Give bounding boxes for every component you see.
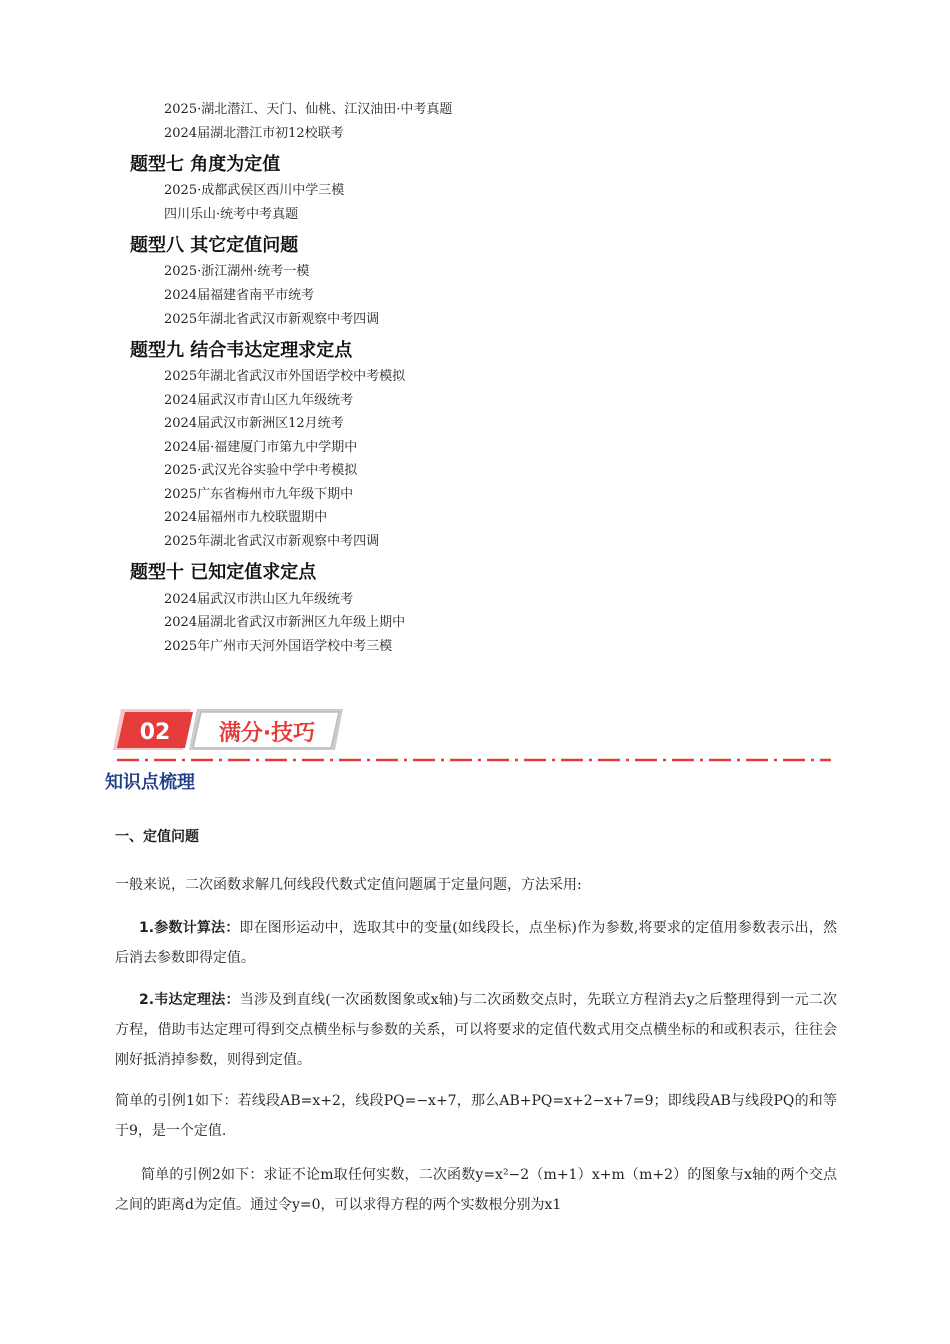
method-1-paragraph [115, 913, 837, 973]
toc-item: 2024届武汉市洪山区九年级统考 [164, 592, 354, 607]
intro-paragraph: 一般来说，二次函数求解几何线段代数式定值问题属于定量问题，方法采用: [115, 877, 582, 893]
toc-item: 2024届福州市九校联盟期中 [164, 510, 328, 525]
toc-item: 2025·浙江湖州·统考一模 [164, 264, 310, 279]
method-2-label: 2.韦达定理法： [139, 992, 240, 1008]
example-1-paragraph: 简单的引例1如下：若线段AB=x+2，线段PQ=−x+7，那么AB+PQ=x+2−x+7=9；即线段AB与线段PQ的和等于9，是一个定值. [115, 1093, 837, 1139]
toc-item: 2025·湖北潜江、天门、仙桃、江汉油田·中考真题 [164, 102, 453, 117]
toc-item: 2025年湖北省武汉市新观察中考四调 [164, 312, 380, 327]
toc-item: 2024届·福建厦门市第九中学期中 [164, 440, 358, 455]
toc-item: 2024届湖北潜江市初12校联考 [164, 126, 344, 141]
banner-graphic [113, 706, 833, 764]
method-1-text: 即在图形运动中，选取其中的变量(如线段长，点坐标)作为参数,将要求的定值用参数表示出，然后消去参数即得定值。 [115, 920, 838, 966]
section-title: 题型八 其它定值问题 [130, 235, 299, 256]
example-2-paragraph: 简单的引例2如下：求证不论m取任何实数，二次函数y=x²−2（m+1）x+m（m+2）的图象与x轴的两个交点之间的距离d为定值。通过令y=0，可以求得方程的两个实数根分别为x1 [115, 1167, 837, 1213]
toc-item: 2025年湖北省武汉市新观察中考四调 [164, 534, 380, 549]
section-title: 题型十 已知定值求定点 [130, 562, 317, 583]
section-title: 题型七 角度为定值 [130, 154, 281, 175]
toc-item: 2025·武汉光谷实验中学中考模拟 [164, 463, 358, 478]
knowledge-title: 知识点梳理 [105, 772, 195, 793]
toc-item: 2024届武汉市新洲区12月统考 [164, 416, 344, 431]
section-heading: 一、定值问题 [115, 829, 199, 845]
toc-item: 2024届武汉市青山区九年级统考 [164, 393, 354, 408]
banner-number: 02 [139, 720, 171, 745]
toc-item: 2024届湖北省武汉市新洲区九年级上期中 [164, 615, 406, 630]
section-title: 题型九 结合韦达定理求定点 [130, 340, 353, 361]
section-banner [113, 706, 833, 764]
toc-item: 2025年广州市天河外国语学校中考三模 [164, 639, 393, 654]
banner-title: 满分·技巧 [218, 721, 316, 746]
method-2-text: 当涉及到直线(一次函数图象或x轴)与二次函数交点时，先联立方程消去y之后整理得到一元二次方程，借助韦达定理可得到交点横坐标与参数的关系，可以将要求的定值代数式用交点横坐标的和或积表示，往往会刚好抵消掉参数，则得到定值。 [115, 992, 838, 1068]
toc-item: 2025广东省梅州市九年级下期中 [164, 487, 354, 502]
method-2-paragraph [115, 985, 837, 1075]
method-1-label: 1.参数计算法： [139, 920, 240, 936]
toc-item: 2025·成都武侯区西川中学三模 [164, 183, 345, 198]
toc-item: 四川乐山·统考中考真题 [164, 207, 299, 222]
toc-item: 2025年湖北省武汉市外国语学校中考模拟 [164, 369, 406, 384]
toc-item: 2024届福建省南平市统考 [164, 288, 315, 303]
